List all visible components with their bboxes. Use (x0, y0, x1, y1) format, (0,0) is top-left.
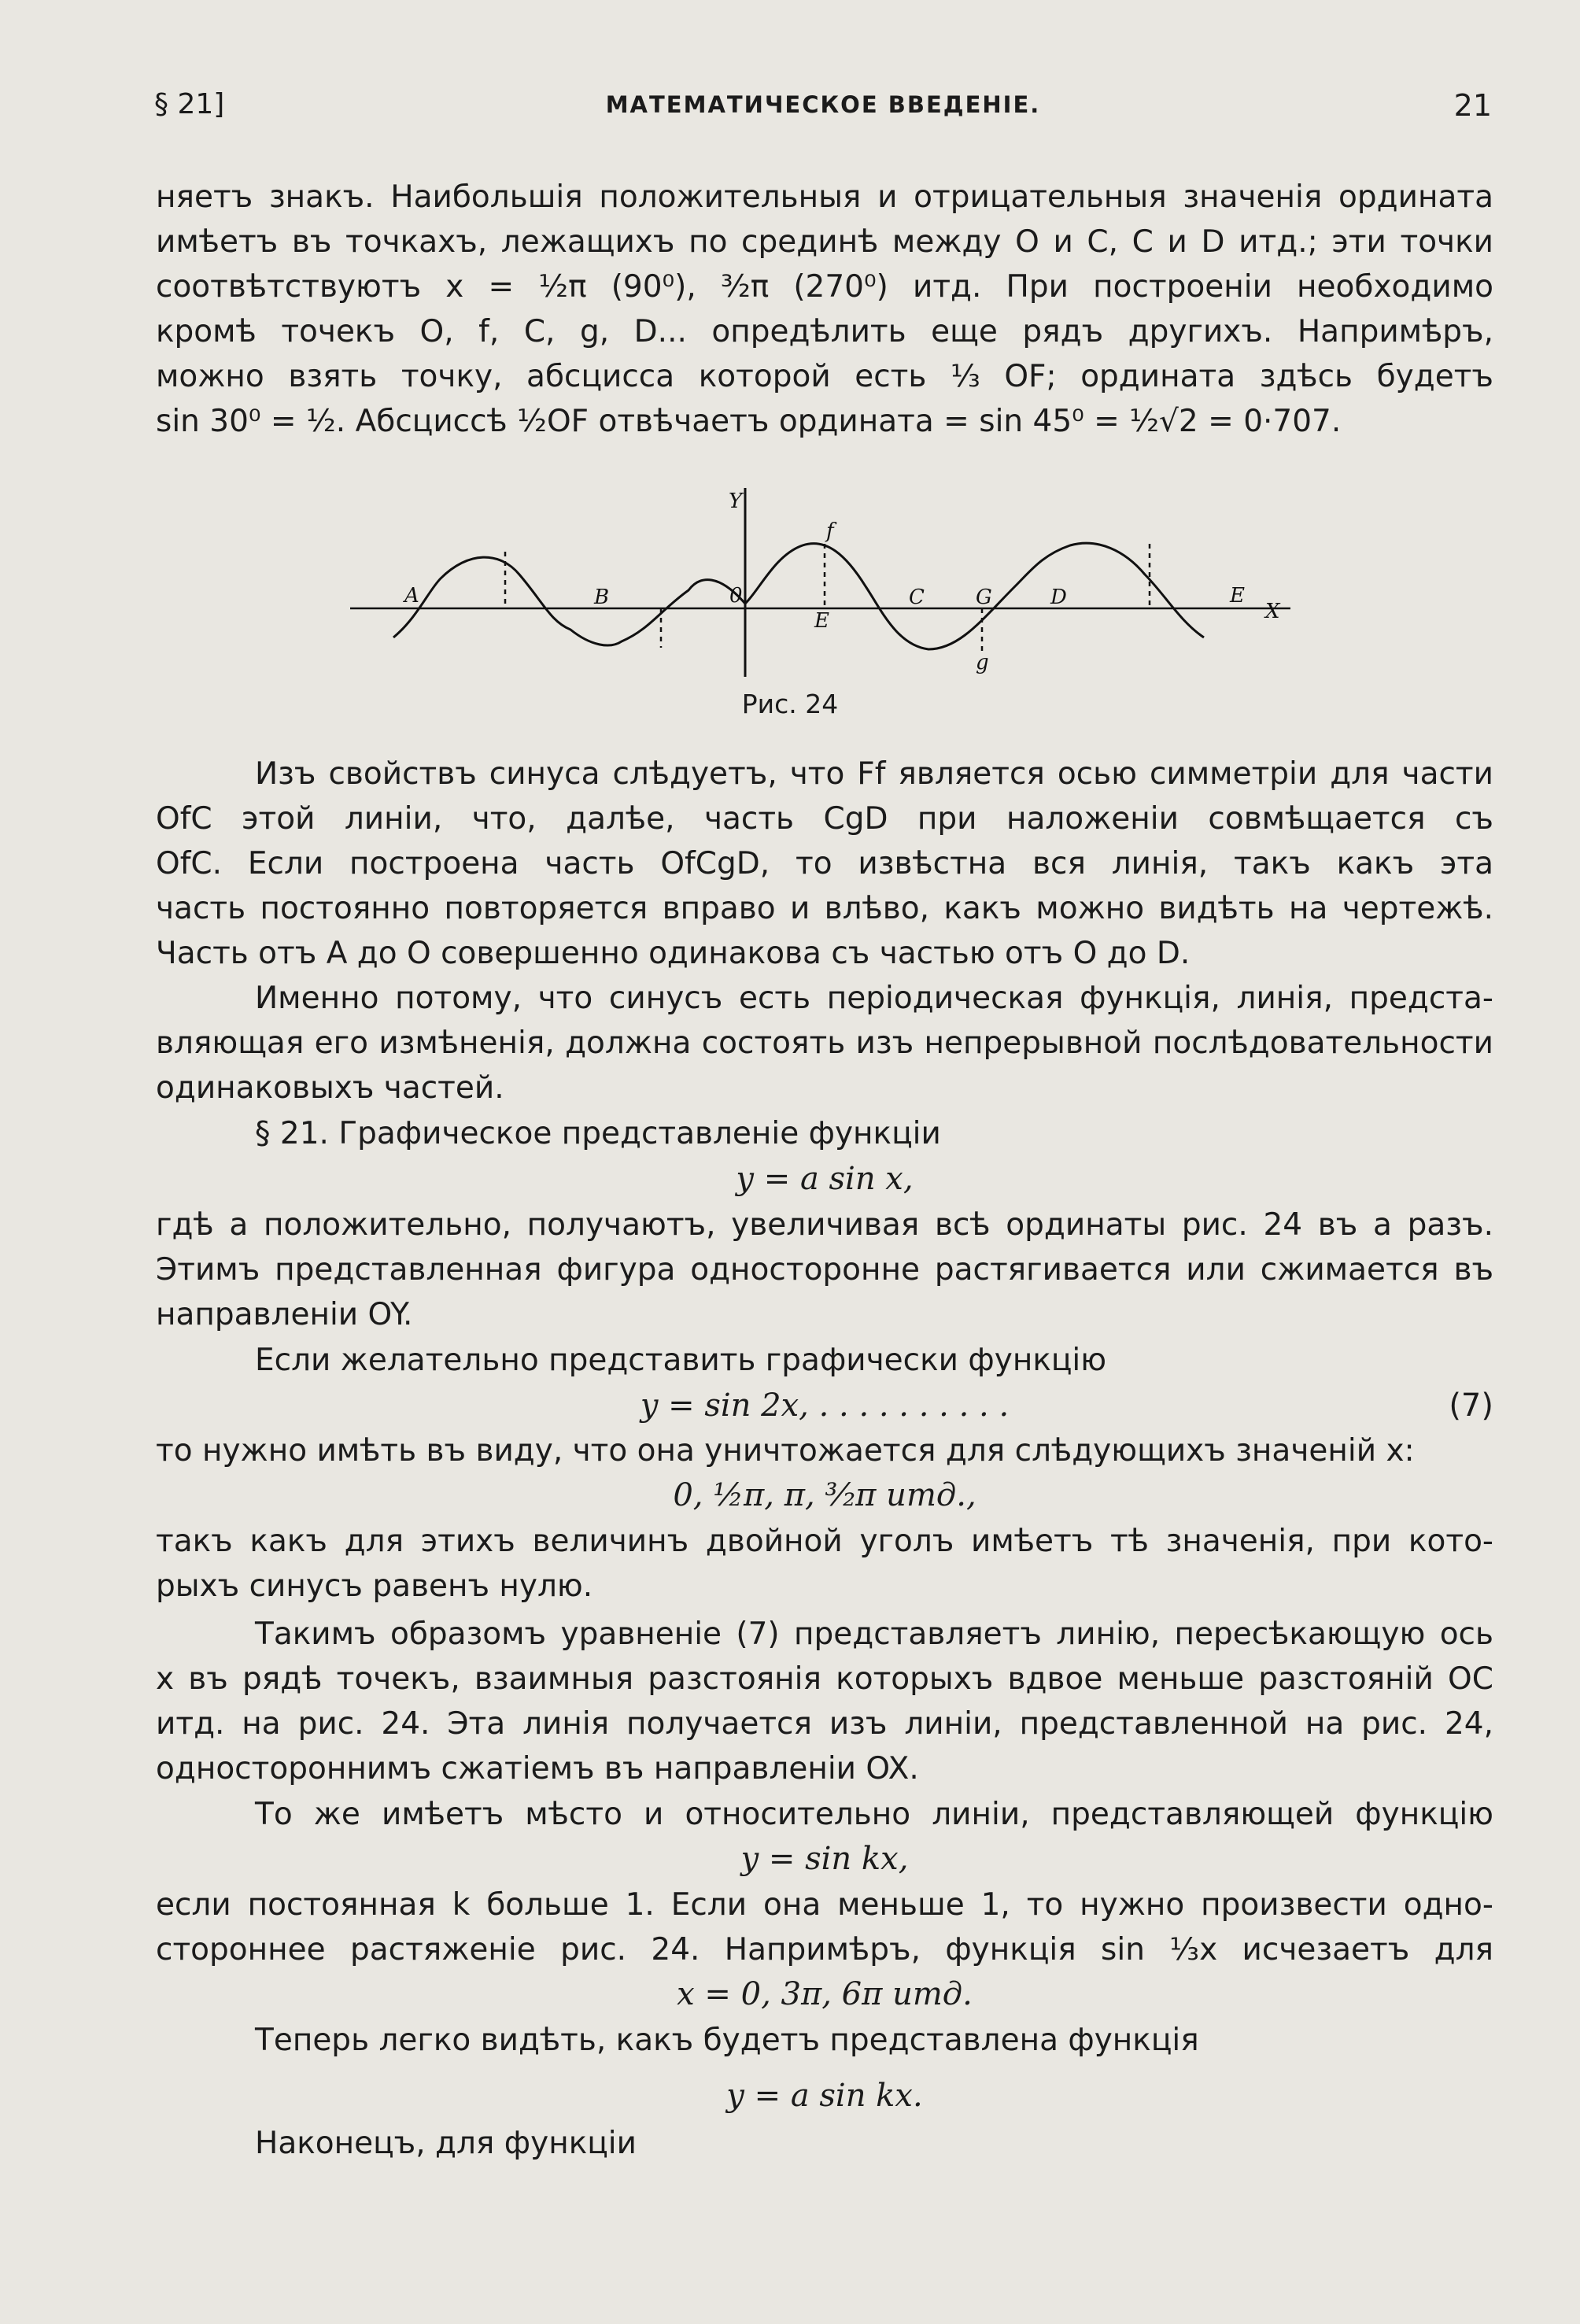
text-line: Часть отъ A до O совершенно одинакова съ частью отъ O до D. (156, 936, 1191, 971)
paragraph-1 (156, 175, 1493, 444)
label-g-lower: g (976, 651, 989, 674)
text-line: Этимъ представленная фигура односторонне растягивается или сжимается въ (156, 1252, 1493, 1288)
label-d: D (1050, 586, 1067, 609)
label-e1: E (814, 609, 829, 633)
equation-7-text: y = sin 2x, . . . . . . . . . . (640, 1387, 1010, 1424)
equation-zeros: 0, ½π, π, ³⁄₂π итд., (673, 1477, 976, 1513)
label-f: f (826, 519, 834, 543)
equation-a-sin-kx: y = a sin kx. (726, 2078, 923, 2114)
label-c: C (909, 586, 925, 609)
text-line: стороннее растяженіе рис. 24. Напримѣръ, функція sin ⅓x исчезаетъ для (156, 1932, 1493, 1967)
text-line: если постоянная k больше 1. Если она меньше 1, то нужно произвести одно- (156, 1887, 1493, 1923)
text-line: вляющая его измѣненія, должна состоять изъ непрерывной послѣдовательности (156, 1025, 1493, 1061)
text-line: Изъ свойствъ синуса слѣдуетъ, что Ff является осью симметріи для части (255, 756, 1493, 792)
running-header (154, 88, 1492, 127)
figure-caption: Рис. 24 (741, 689, 839, 719)
header-section: § 21] (154, 88, 225, 120)
paragraph-9 (156, 1792, 1493, 1837)
paragraph-3 (156, 976, 1493, 1110)
paragraph-6: то нужно имѣть въ виду, что она уничтожается для слѣдующихъ значеній x: (156, 1433, 1415, 1469)
text-line: имѣетъ въ точкахъ, лежащихъ по срединѣ между O и C, C и D итд.; эти точки (156, 224, 1493, 260)
paragraph-12: Наконецъ, для функціи (255, 2126, 637, 2161)
equation-zeros-k: x = 0, 3π, 6π итд. (677, 1976, 973, 2012)
paragraph-11: Теперь легко видѣть, какъ будетъ представлена функція (255, 2023, 1199, 2058)
text-line: То же имѣетъ мѣсто и относительно линіи, представляющей функцію (255, 1797, 1493, 1832)
label-o: 0 (729, 584, 743, 608)
equation-7 (156, 1384, 1493, 1428)
text-line: няетъ знакъ. Наибольшія положительныя и отрицательныя значенія ордината (156, 179, 1493, 215)
text-line: гдѣ a положительно, получаютъ, увеличивая всѣ ординаты рис. 24 въ a разъ. (156, 1207, 1493, 1243)
equation-sin-kx: y = sin kx, (740, 1841, 909, 1877)
text-line: sin 30⁰ = ½. Абсциссѣ ½OF отвѣчаетъ ордината = sin 45⁰ = ½√2 = 0·707. (156, 404, 1342, 439)
paragraph-4 (156, 1203, 1493, 1337)
label-x: X (1265, 600, 1280, 623)
text-line: OfC этой линіи, что, далѣе, часть CgD при наложеніи совмѣщается съ (156, 801, 1493, 837)
equation-number: (7) (1449, 1387, 1493, 1424)
text-line: одностороннимъ сжатіемъ въ направленіи OX. (156, 1751, 919, 1786)
sine-curve-figure (330, 484, 1306, 685)
paragraph-7 (156, 1519, 1493, 1609)
label-a: A (404, 584, 419, 608)
text-line: Именно потому, что синусъ есть періодическая функція, линія, предста- (255, 981, 1493, 1016)
text-line: соотвѣтствуютъ x = ½π (90⁰), ³⁄₂π (270⁰) итд. При построеніи необходимо (156, 269, 1493, 305)
text-line: кромѣ точекъ O, f, C, g, D... опредѣлить еще рядъ другихъ. Напримѣръ, (156, 314, 1493, 349)
text-line: такъ какъ для этихъ величинъ двойной уголъ имѣетъ тѣ значенія, при кото- (156, 1524, 1493, 1559)
paragraph-5: Если желательно представить графически функцію (255, 1343, 1107, 1378)
equation-y-a-sin-x: y = a sin x, (736, 1161, 914, 1197)
paragraph-10 (156, 1882, 1493, 1972)
label-y: Y (729, 490, 743, 513)
page-number: 21 (1453, 88, 1492, 123)
paragraph-2 (156, 752, 1493, 976)
sine-curve (393, 543, 1204, 649)
label-e2: E (1230, 584, 1245, 608)
text-line: часть постоянно повторяется вправо и влѣво, какъ можно видѣть на чертежѣ. (156, 891, 1493, 926)
text-line: можно взять точку, абсцисса которой есть ⅓ OF; ордината здѣсь будетъ (156, 359, 1493, 394)
header-title: МАТЕМАТИЧЕСКОЕ ВВЕДЕНІЕ. (605, 91, 1041, 118)
text-line: одинаковыхъ частей. (156, 1070, 504, 1106)
text-line: направленіи OY. (156, 1297, 413, 1332)
text-line: OfC. Если построена часть OfCgD, то извѣстна вся линія, такъ какъ эта (156, 846, 1493, 881)
text-line: Такимъ образомъ уравненіе (7) представляетъ линію, пересѣкающую ось (255, 1616, 1493, 1652)
text-line: рыхъ синусъ равенъ нулю. (156, 1568, 593, 1604)
text-line: итд. на рис. 24. Эта линія получается изъ линіи, представленной на рис. 24, (156, 1706, 1493, 1742)
text-line: x въ рядѣ точекъ, взаимныя разстоянія которыхъ вдвое меньше разстояній OC (156, 1661, 1493, 1697)
label-g: G (976, 586, 992, 609)
section-heading: § 21. Графическое представленіе функціи (255, 1116, 941, 1151)
label-b: B (594, 586, 610, 609)
paragraph-8 (156, 1612, 1493, 1791)
